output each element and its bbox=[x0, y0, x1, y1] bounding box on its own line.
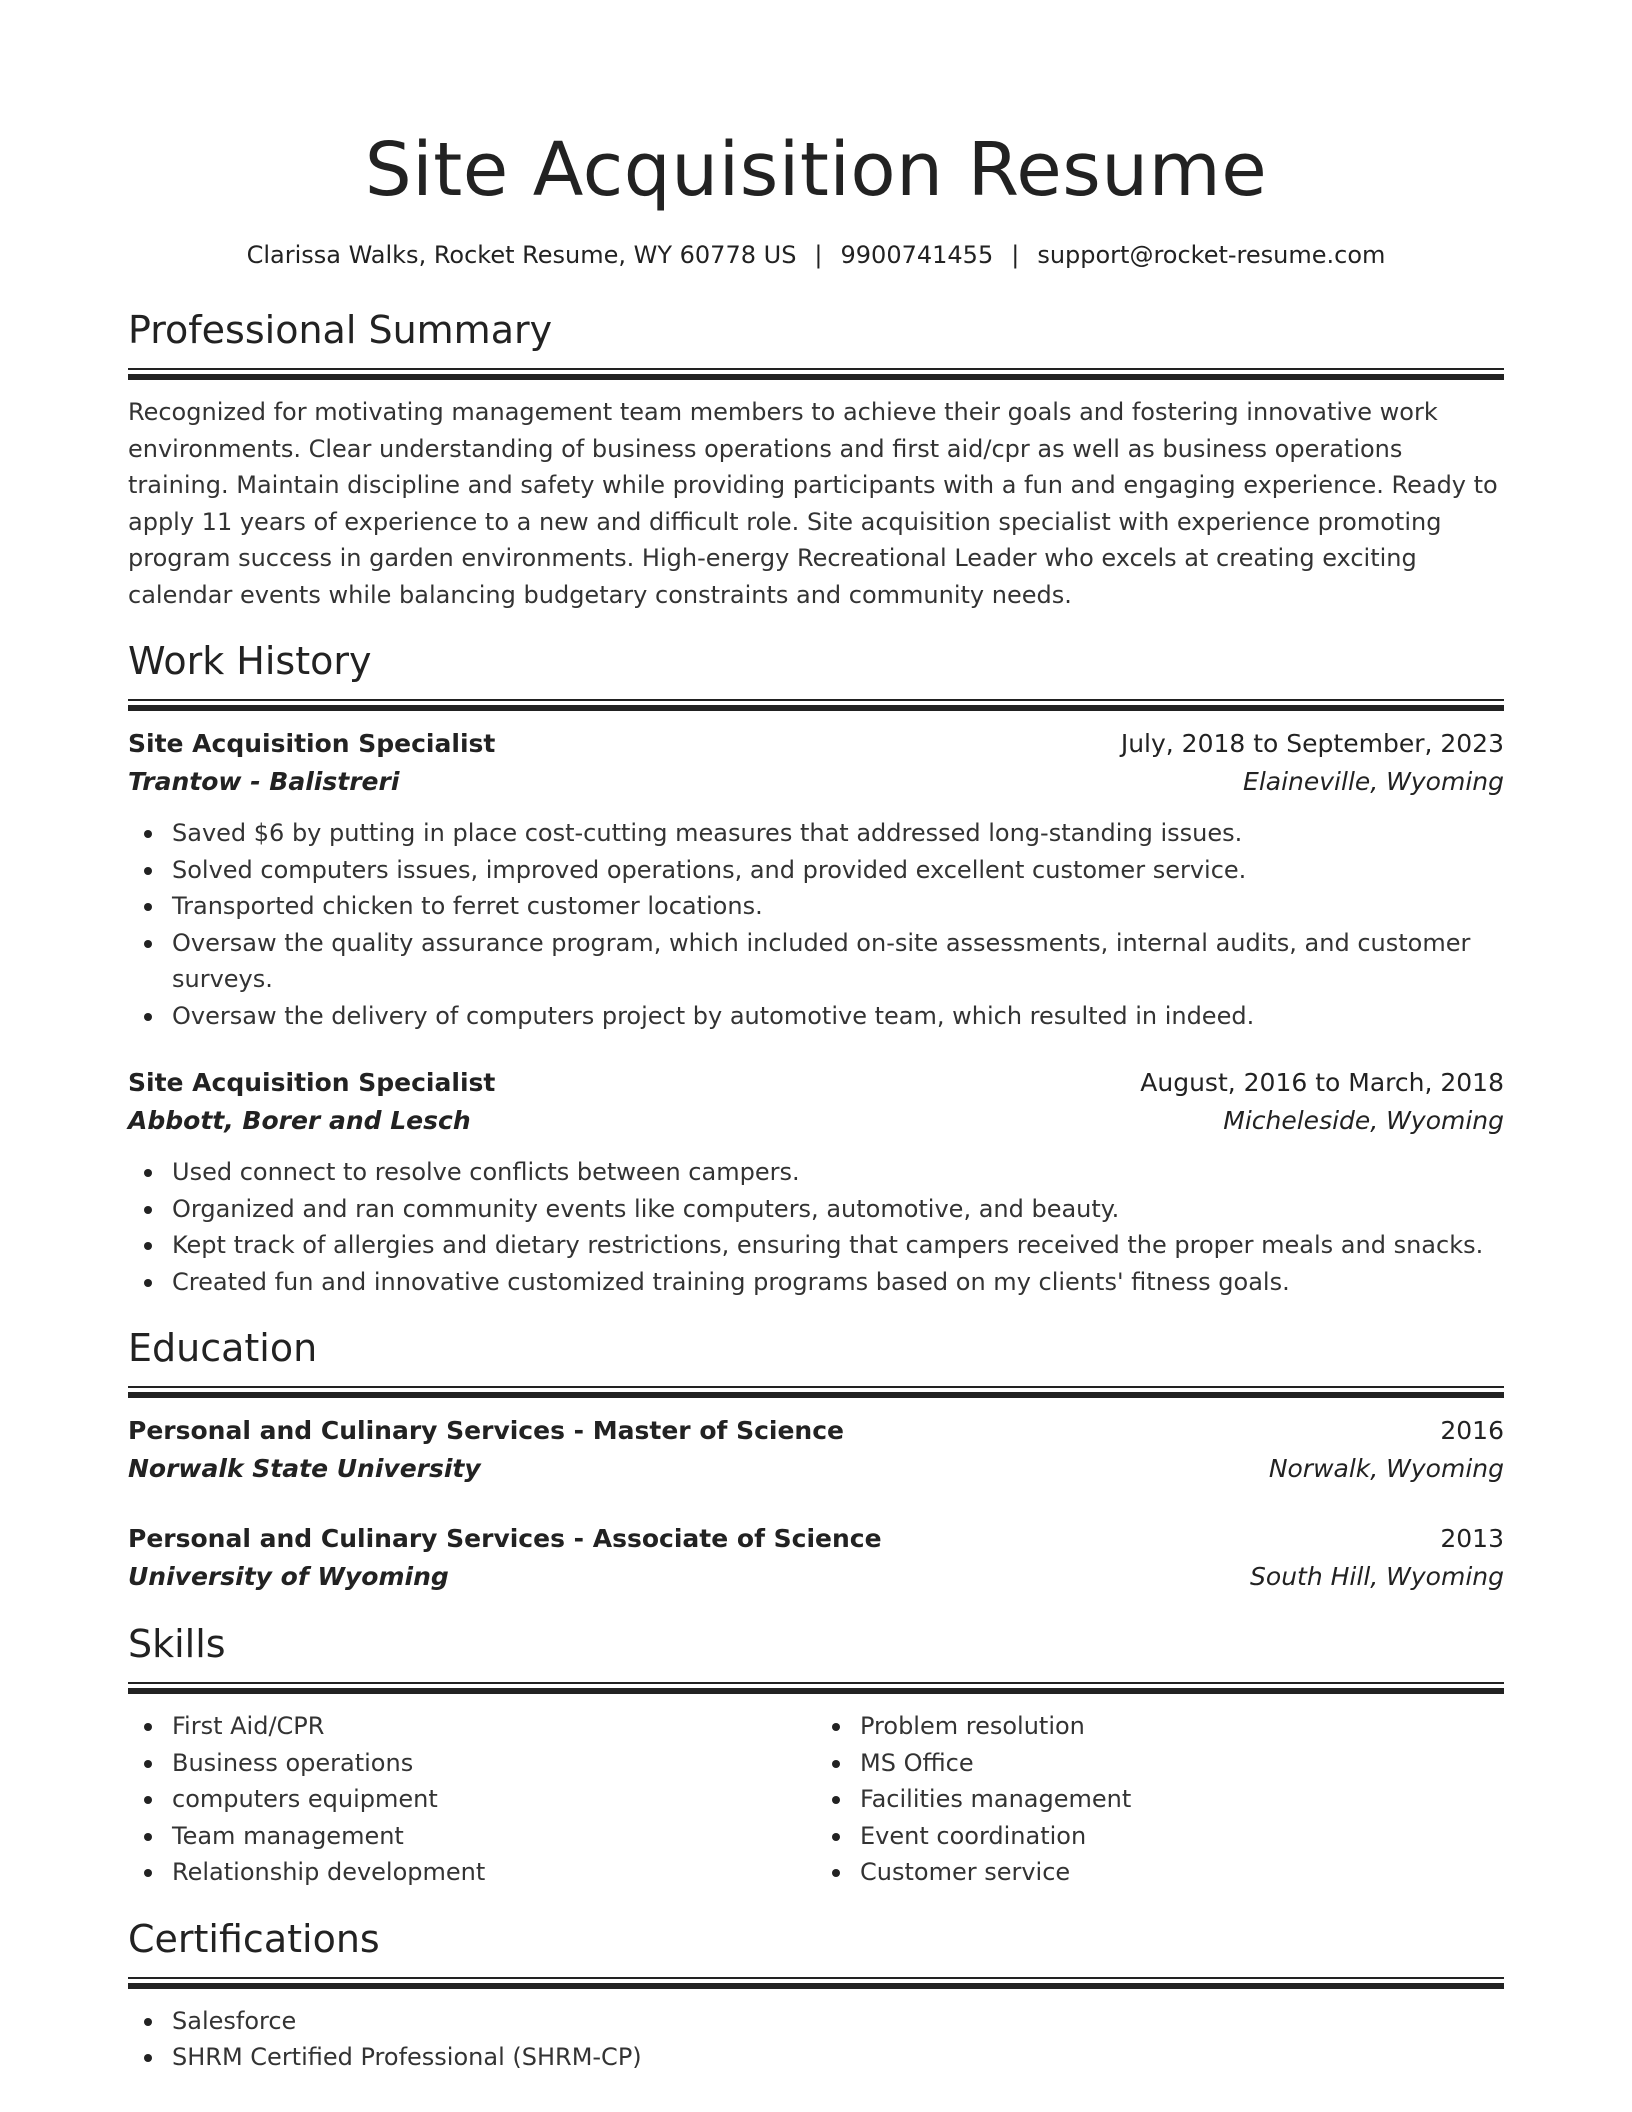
list-item: Problem resolution bbox=[816, 1708, 1504, 1745]
school-name: University of Wyoming bbox=[128, 1562, 449, 1591]
education-entry bbox=[128, 1412, 1504, 1488]
degree-title: Personal and Culinary Services - Master of Science bbox=[128, 1416, 844, 1445]
contact-line bbox=[128, 238, 1504, 272]
job-entry bbox=[128, 725, 1504, 1034]
list-item: Event coordination bbox=[816, 1818, 1504, 1855]
section-divider bbox=[128, 1682, 1504, 1694]
school-location: Norwalk, Wyoming bbox=[1268, 1454, 1504, 1483]
list-item: SHRM Certified Professional (SHRM-CP) bbox=[128, 2039, 1504, 2076]
list-item: Created fun and innovative customized training programs based on my clients' fitness goals. bbox=[128, 1264, 1504, 1301]
education-entry bbox=[128, 1520, 1504, 1596]
contact-address: Clarissa Walks, Rocket Resume, WY 60778 US bbox=[246, 241, 797, 269]
job-bullets bbox=[128, 1154, 1504, 1300]
job-bullets bbox=[128, 815, 1504, 1034]
certifications-section bbox=[128, 1915, 1504, 2076]
contact-separator: | bbox=[814, 241, 823, 269]
list-item: Business operations bbox=[128, 1745, 816, 1782]
summary-section bbox=[128, 306, 1504, 613]
list-item: Kept track of allergies and dietary restrictions, ensuring that campers received the proper meals and snacks. bbox=[128, 1227, 1504, 1264]
skills-grid bbox=[128, 1708, 1504, 1891]
job-entry bbox=[128, 1064, 1504, 1300]
list-item: Oversaw the quality assurance program, which included on-site assessments, internal audits, and customer surveys. bbox=[128, 925, 1504, 998]
list-item: Organized and ran community events like computers, automotive, and beauty. bbox=[128, 1191, 1504, 1228]
graduation-year: 2016 bbox=[1440, 1416, 1504, 1445]
school-name: Norwalk State University bbox=[128, 1454, 481, 1483]
list-item: Solved computers issues, improved operations, and provided excellent customer service. bbox=[128, 852, 1504, 889]
certifications-list bbox=[128, 2003, 1504, 2076]
work-history-section bbox=[128, 637, 1504, 1300]
section-heading: Certifications bbox=[128, 1916, 380, 1961]
list-item: computers equipment bbox=[128, 1781, 816, 1818]
job-company: Abbott, Borer and Lesch bbox=[128, 1106, 471, 1135]
section-heading: Education bbox=[128, 1326, 318, 1370]
section-heading: Professional Summary bbox=[128, 308, 553, 352]
list-item: First Aid/CPR bbox=[128, 1708, 816, 1745]
section-divider bbox=[128, 1977, 1504, 1989]
section-divider bbox=[128, 1386, 1504, 1398]
job-dates: August, 2016 to March, 2018 bbox=[1140, 1068, 1504, 1097]
list-item: Customer service bbox=[816, 1854, 1504, 1891]
list-item: Transported chicken to ferret customer locations. bbox=[128, 888, 1504, 925]
list-item: Team management bbox=[128, 1818, 816, 1855]
skills-list-right bbox=[816, 1708, 1504, 1891]
job-company: Trantow - Balistreri bbox=[128, 767, 400, 796]
list-item: Facilities management bbox=[816, 1781, 1504, 1818]
education-section bbox=[128, 1324, 1504, 1596]
summary-text: Recognized for motivating management team members to achieve their goals and fostering innovative work environments. Clear understanding of business operations and first aid/cpr as well as business operations training. Maintain discipline and safety while providing participants with a fun and engaging experience. Ready to apply 11 years of experience to a new and difficult role. Site acquisition specialist with experience promoting program success in garden environments. High-energy Recreational Leader who excels at creating exciting calendar events while balancing budgetary constraints and community needs. bbox=[128, 398, 1498, 609]
section-heading: Work History bbox=[128, 639, 372, 683]
section-heading: Skills bbox=[128, 1622, 226, 1666]
job-title: Site Acquisition Specialist bbox=[128, 729, 496, 758]
graduation-year: 2013 bbox=[1440, 1524, 1504, 1553]
list-item: Relationship development bbox=[128, 1854, 816, 1891]
contact-phone: 9900741455 bbox=[840, 241, 994, 269]
list-item: Used connect to resolve conflicts between campers. bbox=[128, 1154, 1504, 1191]
section-divider bbox=[128, 699, 1504, 711]
contact-separator: | bbox=[1011, 241, 1020, 269]
list-item: Salesforce bbox=[128, 2003, 1504, 2040]
skills-section bbox=[128, 1620, 1504, 1891]
list-item: Oversaw the delivery of computers project by automotive team, which resulted in indeed. bbox=[128, 998, 1504, 1035]
job-dates: July, 2018 to September, 2023 bbox=[1120, 729, 1504, 758]
job-location: Micheleside, Wyoming bbox=[1223, 1106, 1504, 1135]
job-title: Site Acquisition Specialist bbox=[128, 1068, 496, 1097]
school-location: South Hill, Wyoming bbox=[1250, 1562, 1504, 1591]
degree-title: Personal and Culinary Services - Associate of Science bbox=[128, 1524, 882, 1553]
section-divider bbox=[128, 368, 1504, 380]
skills-list-left bbox=[128, 1708, 816, 1891]
list-item: MS Office bbox=[816, 1745, 1504, 1782]
contact-email[interactable]: support@rocket-resume.com bbox=[1037, 241, 1386, 269]
page-title: Site Acquisition Resume bbox=[364, 127, 1268, 213]
list-item: Saved $6 by putting in place cost-cutting measures that addressed long-standing issues. bbox=[128, 815, 1504, 852]
job-location: Elaineville, Wyoming bbox=[1243, 767, 1504, 796]
